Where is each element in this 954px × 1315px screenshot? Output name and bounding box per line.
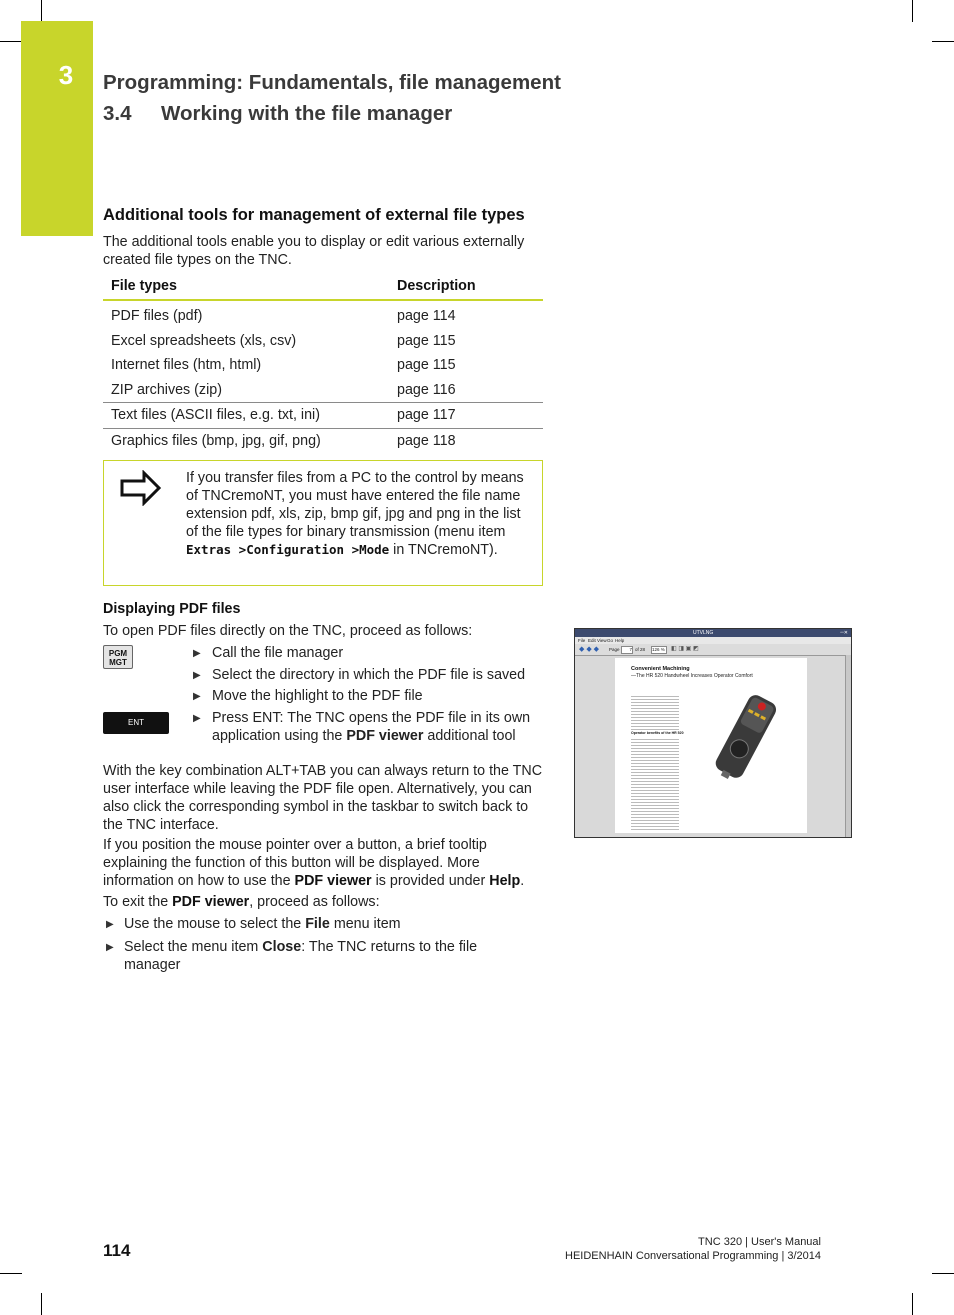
table-row [103, 300, 543, 329]
pgm-mgt-key: PGM MGT [103, 645, 133, 669]
table-row [103, 428, 543, 453]
pdf-intro: To open PDF files directly on the TNC, proceed as follows: [103, 623, 473, 639]
table-header-description: Description [389, 274, 543, 300]
triangle-bullet-icon: ▶ [193, 713, 201, 724]
table-cell-type: Graphics files (bmp, jpg, gif, png) [111, 432, 321, 449]
crop-mark [41, 1293, 42, 1315]
intro-paragraph: The additional tools enable you to display or edit various externally created file types on the TNC. [103, 234, 525, 268]
triangle-bullet-icon: ▶ [193, 691, 201, 702]
step-text: Select the directory in which the PDF file is saved [212, 667, 526, 683]
scrollbar[interactable] [845, 655, 851, 837]
main-heading: Additional tools for management of external file types [103, 206, 525, 224]
table-cell-type: Excel spreadsheets (xls, csv) [111, 332, 297, 349]
para2-pdf-viewer: PDF viewer [294, 873, 372, 889]
step-text: Move the highlight to the PDF file [212, 688, 423, 704]
exit-a: To exit the [103, 894, 173, 910]
table-row [103, 378, 543, 403]
page-label: Page [609, 647, 620, 652]
table-cell-type: PDF files (pdf) [111, 308, 203, 325]
table-cell-desc: page 117 [389, 403, 543, 429]
bul1-c: menu item [329, 916, 401, 932]
section-number: 3.4 [103, 102, 132, 125]
step4-text-c: additional tool [423, 728, 516, 744]
bul2-c: : The TNC returns to the file manager [124, 939, 478, 973]
table-row [103, 329, 543, 354]
table-header [103, 274, 543, 300]
section-title-text: Working with the file manager [161, 102, 453, 125]
crop-mark [0, 41, 22, 42]
menu-bar [575, 637, 851, 644]
footer-info [565, 1236, 821, 1263]
step-item [190, 709, 540, 745]
bul2-a: Select the menu item [124, 939, 263, 955]
table-header-filetypes: File types [103, 274, 389, 300]
step-item [190, 644, 540, 662]
alt-tab-paragraph: With the key combination ALT+TAB you can always return to the TNC user interface while leaving the PDF file open. Alternatively, you can also click the corresponding symbol in the taskbar to switch back to the TNC interface. [103, 763, 543, 833]
bullet-item [103, 938, 503, 974]
page-number: 114 [103, 1241, 131, 1260]
doc-title: Convenient Machining [631, 666, 690, 672]
file-types-table [103, 274, 543, 453]
table-cell-desc: page 114 [397, 308, 456, 325]
triangle-bullet-icon: ▶ [193, 648, 201, 659]
triangle-bullet-icon: ▶ [106, 919, 114, 930]
table-cell-type: Text files (ASCII files, e.g. txt, ini) [103, 403, 389, 429]
doc-subheading: Operator benefits of the HR 520 [631, 731, 684, 735]
footer-line-1: TNC 320 | User's Manual [698, 1236, 821, 1248]
doc-subtitle: —The HR 520 Handwheel Increases Operator Comfort [631, 673, 753, 679]
triangle-bullet-icon: ▶ [193, 670, 201, 681]
exit-pdf-viewer: PDF viewer [172, 894, 250, 910]
zoom-input: 126 % [651, 646, 667, 654]
table-row [103, 353, 543, 378]
crop-mark [932, 41, 954, 42]
nav-arrows-icon: ◆ ◆ ◆ [579, 646, 600, 653]
step-text: Call the file manager [212, 645, 344, 661]
table-cell-desc: page 115 [397, 357, 456, 374]
menu-help: Help [615, 638, 625, 643]
table-cell-type: Internet files (htm, html) [111, 357, 262, 374]
bul2-close: Close [262, 939, 302, 955]
tool-icons: ◧ ◨ ▣ ◩ [671, 646, 699, 652]
page-input: 7 [621, 646, 633, 654]
table-cell-desc: page 115 [397, 332, 456, 349]
crop-mark [0, 1273, 22, 1274]
page-total: of 28 [635, 647, 646, 652]
arrow-right-icon [120, 470, 162, 506]
crop-mark [912, 1293, 913, 1315]
handwheel-image [705, 690, 785, 782]
window-title: UTVLNG [693, 630, 714, 636]
ent-key: ENT [103, 712, 169, 734]
bullet-item [103, 915, 543, 933]
pdf-viewer-screenshot [574, 628, 852, 838]
menu-edit: Edit [588, 638, 596, 643]
footer-line-2: HEIDENHAIN Conversational Programming | 3/2014 [565, 1249, 821, 1262]
chapter-title: Programming: Fundamentals, file management [103, 71, 561, 94]
bullet-text [103, 915, 543, 933]
exit-paragraph [103, 893, 543, 911]
exit-c: , proceed as follows: [249, 894, 380, 910]
window-controls-icon: ▫▫✕ [840, 630, 848, 636]
menu-view: View [597, 638, 607, 643]
chapter-number: 3 [58, 60, 74, 90]
crop-mark [912, 0, 913, 22]
table-cell-desc: page 118 [397, 432, 456, 449]
pdf-page [615, 658, 807, 833]
para2-c: is provided under [371, 873, 490, 889]
menu-go: Go [607, 638, 614, 643]
note-text-a: If you transfer files from a PC to the control by means of TNCremoNT, you must have entered the file name extension pdf, xls, zip, bmp gif, jpg and png in the list of the file types for binary transmission (menu item [186, 470, 524, 540]
table-cell-desc: page 116 [389, 378, 543, 403]
para2-e: . [520, 873, 525, 889]
step4-pdf-viewer: PDF viewer [346, 728, 424, 744]
crop-mark [41, 0, 42, 22]
bul1-file: File [305, 916, 330, 932]
crop-mark [932, 1273, 954, 1274]
step-text [190, 709, 540, 745]
triangle-bullet-icon: ▶ [106, 942, 114, 953]
section-title [103, 102, 452, 126]
para2-a: If you position the mouse pointer over a button, a brief tooltip explaining the function of this button will be displayed. More information on how to use the [103, 837, 487, 889]
menu-file: File [578, 638, 586, 643]
table-cell-type: ZIP archives (zip) [103, 378, 389, 403]
para2-help: Help [489, 873, 521, 889]
tooltip-paragraph [103, 836, 543, 890]
step4-text-a: Press ENT: The TNC opens the PDF file in its own application using the [212, 710, 531, 744]
step-item [190, 687, 540, 705]
chapter-bar [21, 21, 93, 236]
note-text [186, 469, 536, 559]
bullet-text [103, 938, 503, 974]
doc-text-block [631, 694, 679, 730]
pdf-heading: Displaying PDF files [103, 601, 241, 617]
note-menu-path: Extras >Configuration >Mode [186, 542, 390, 557]
doc-text-block [631, 737, 679, 832]
bul1-a: Use the mouse to select the [124, 916, 306, 932]
table-row [103, 403, 543, 429]
window-titlebar [575, 629, 851, 637]
step-item [190, 666, 540, 684]
note-text-b: in TNCremoNT). [389, 542, 498, 558]
toolbar [575, 644, 851, 656]
